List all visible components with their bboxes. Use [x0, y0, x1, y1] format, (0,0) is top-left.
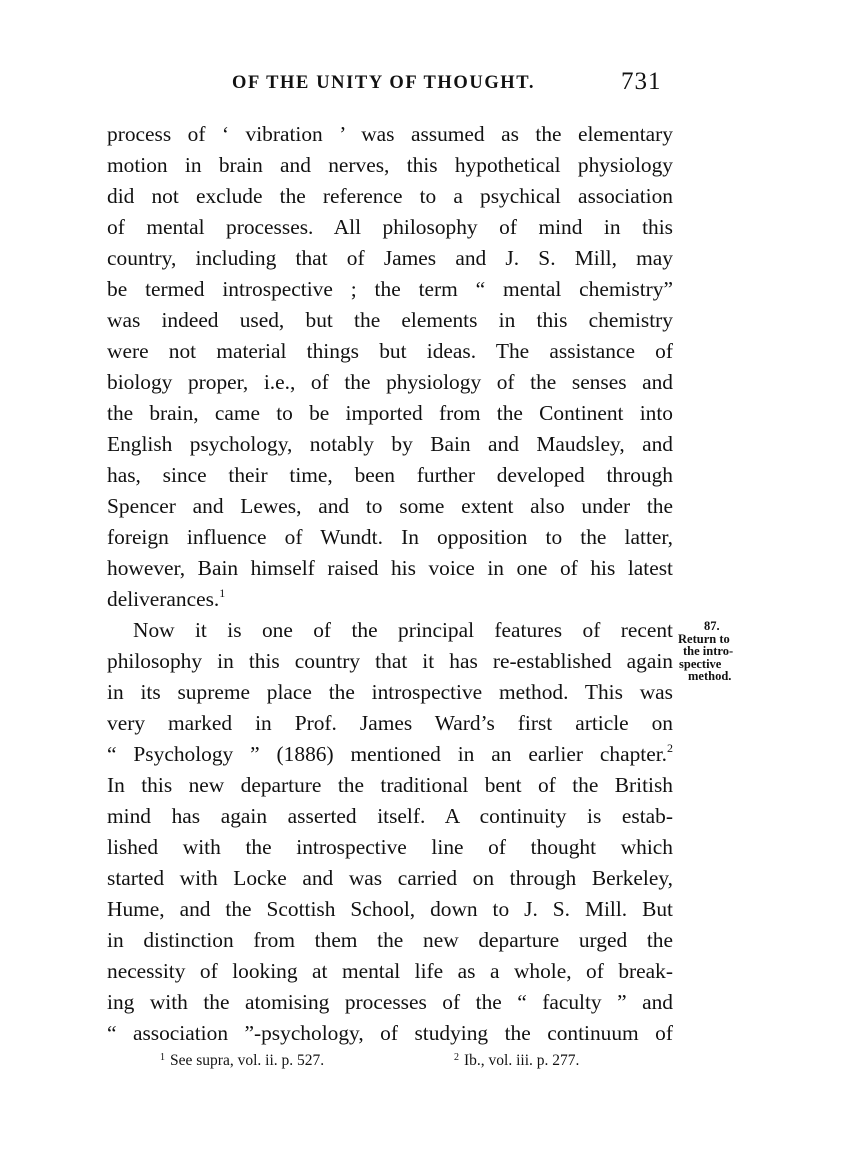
text-line: the brain, came to be imported from the Continent into	[107, 401, 673, 425]
footnote-mark: 2	[454, 1052, 459, 1063]
text-line: was indeed used, but the elements in this chemistry	[107, 308, 673, 332]
text-line: has, since their time, been further developed through	[107, 463, 673, 487]
margin-note-line: spective	[679, 656, 722, 671]
footnote-mark: 1	[160, 1052, 165, 1063]
text-line: country, including that of James and J. S. Mill, may	[107, 246, 673, 270]
margin-note-line: the intro-	[683, 644, 734, 658]
text-line: Spencer and Lewes, and to some extent also under the	[107, 494, 673, 518]
text-line: did not exclude the reference to a psychical association	[107, 184, 673, 208]
footnote	[454, 1052, 579, 1070]
text-line: of mental processes. All philosophy of mind in this	[107, 215, 673, 239]
margin-note-line: method.	[688, 669, 732, 683]
text-line: biology proper, i.e., of the physiology of the senses and	[107, 370, 673, 394]
text-line: In this new departure the traditional bent of the British	[107, 773, 673, 797]
text-line: Now it is one of the principal features of recent	[133, 618, 673, 642]
text-line	[107, 739, 673, 770]
text-line: philosophy in this country that it has re-established again	[107, 649, 673, 673]
footnotes	[0, 1052, 850, 1074]
text-line: foreign influence of Wundt. In opposition to the latter,	[107, 525, 673, 549]
footnote	[160, 1052, 324, 1070]
page-header	[0, 68, 850, 101]
page-number: 731	[621, 68, 662, 95]
line-text: deliverances.	[107, 587, 220, 611]
text-line: lished with the introspective line of thought which	[107, 835, 673, 859]
text-line	[107, 584, 673, 615]
margin-note	[678, 620, 760, 683]
text-line: very marked in Prof. James Ward’s first article on	[107, 711, 673, 735]
text-line: English psychology, notably by Bain and Maudsley, and	[107, 432, 673, 456]
footnote-ref: 2	[667, 740, 673, 755]
text-line: were not material things but ideas. The assistance of	[107, 339, 673, 363]
text-line: process of ‘ vibration ’ was assumed as the elementary	[107, 122, 673, 146]
line-text: “ Psychology ” (1886) mentioned in an earlier chapter.	[107, 742, 667, 766]
text-line: be termed introspective ; the term “ mental chemistry”	[107, 277, 673, 301]
text-line: however, Bain himself raised his voice in one of his latest	[107, 556, 673, 580]
footnote-text: See supra, vol. ii. p. 527.	[170, 1052, 325, 1069]
running-title: OF THE UNITY OF THOUGHT.	[232, 73, 536, 93]
footnote-ref: 1	[219, 585, 226, 600]
text-line: started with Locke and was carried on through Berkeley,	[107, 866, 673, 890]
text-line: necessity of looking at mental life as a whole, of break-	[107, 959, 673, 983]
text-line: Hume, and the Scottish School, down to J. S. Mill. But	[107, 897, 673, 921]
footnote-text: Ib., vol. iii. p. 277.	[464, 1052, 580, 1069]
text-line: motion in brain and nerves, this hypothetical physiology	[107, 153, 673, 177]
text-line: in distinction from them the new departure urged the	[107, 928, 673, 952]
text-line: in its supreme place the introspective method. This was	[107, 680, 673, 704]
margin-note-line: Return to	[678, 631, 730, 646]
text-line: ing with the atomising processes of the “ faculty ” and	[107, 990, 673, 1014]
text-line: mind has again asserted itself. A continuity is estab-	[107, 804, 673, 828]
text-line: “ association ”-psychology, of studying the continuum of	[107, 1021, 673, 1045]
margin-note-number: 87.	[704, 619, 720, 633]
